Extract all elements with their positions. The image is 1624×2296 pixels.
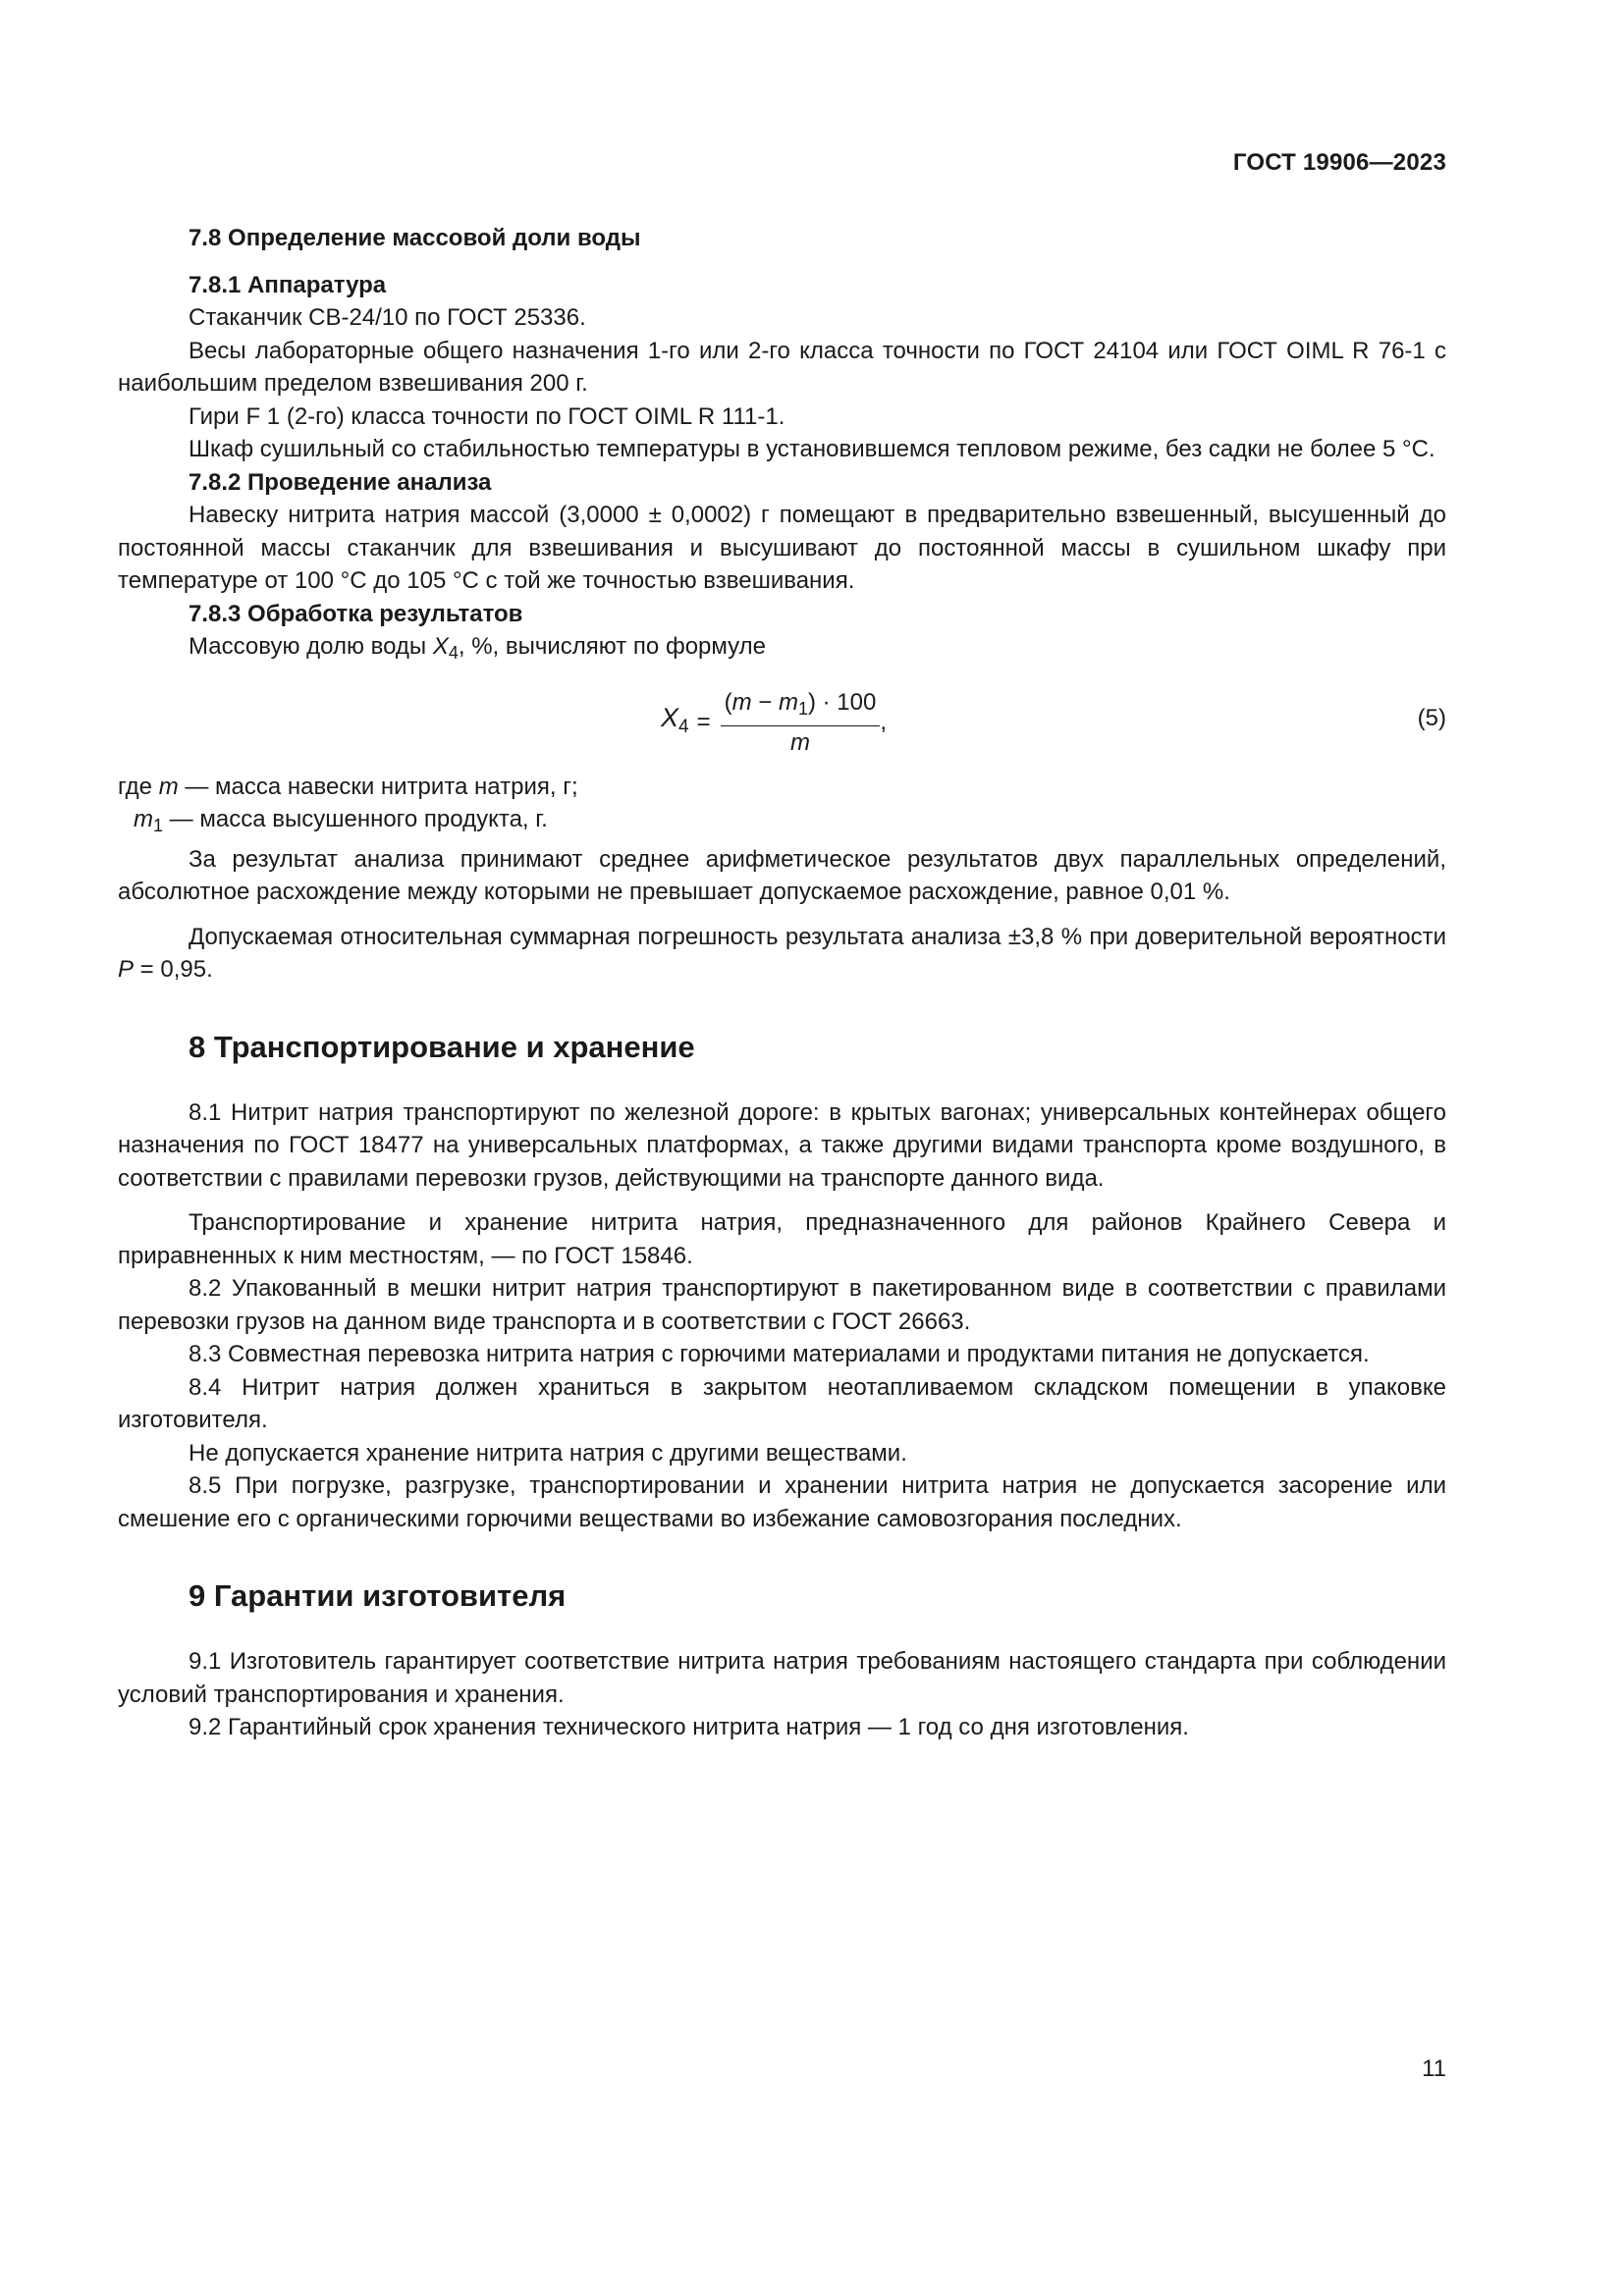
paragraph: 8.4 Нитрит натрия должен храниться в закрытом неотапливаемом складском помещении в упаковке изготовителя. xyxy=(118,1373,1446,1433)
paragraph: 9.2 Гарантийный срок хранения технического нитрита натрия — 1 год со дня изготовления. xyxy=(189,1714,1189,1740)
paragraph: 8.1 Нитрит натрия транспортируют по железной дороге: в крытых вагонах; универсальных контейнерах общего назначения по ГОСТ 18477 на универсальных платформах, а также другими видами транспорта кроме воздушного, в соответствии с правилами перевозки грузов, действующими на транспорте данного вида. xyxy=(118,1098,1446,1192)
paragraph: 8.5 При погрузке, разгрузке, транспортировании и хранении нитрита натрия не допускается засорение или смешение его с органическими горючими веществами во избежание самовозгорания последних. xyxy=(118,1472,1446,1532)
numerator xyxy=(721,688,881,726)
formula-comma: , xyxy=(880,709,888,736)
variable: m xyxy=(778,688,798,716)
denominator: m xyxy=(789,728,810,756)
paragraph: 8.3 Совместная перевозка нитрита натрия с горючими материалами и продуктами питания не допускается. xyxy=(189,1341,1370,1367)
formula-5 xyxy=(118,684,1446,761)
minus-sign: − xyxy=(751,688,779,716)
text-fragment: — масса высушенного продукта, г. xyxy=(163,806,548,832)
page-number: 11 xyxy=(1422,2056,1446,2082)
formula-expression xyxy=(661,688,887,758)
formula-lhs xyxy=(661,702,689,744)
text-fragment: ) · 100 xyxy=(807,688,877,716)
paragraph: Транспортирование и хранение нитрита натрия, предназначенного для районов Крайнего Севера и приравненных к ним местностям, — по ГОСТ 15846. xyxy=(118,1209,1446,1269)
subscript: 1 xyxy=(797,698,808,719)
variable: Р xyxy=(118,956,135,983)
variable: m xyxy=(731,688,752,716)
paragraph xyxy=(118,921,1446,987)
paragraph: Весы лабораторные общего назначения 1-го или 2-го класса точности по ГОСТ 24104 или ГОСТ OIML R 76-1 с наибольшим пределом взвешивания 200 г. xyxy=(118,337,1446,397)
text-fragment: — масса навески нитрита натрия, г; xyxy=(178,773,578,800)
paragraph: Не допускается хранение нитрита натрия с другими веществами. xyxy=(189,1439,907,1467)
paragraph: Навеску нитрита натрия массой (3,0000 ± 0,0002) г помещают в предварительно взвешенный, высушенный до постоянной массы стаканчик для взвешивания и высушивают до постоянной массы в сушильном шкафу при температуре от 100 °С до 105 °С с той же точностью взвешивания. xyxy=(118,502,1446,594)
paragraph: 9.1 Изготовитель гарантирует соответствие нитрита натрия требованиям настоящего стандарта при соблюдении условий транспортирования и хранения. xyxy=(118,1648,1446,1708)
section-7-8-title: 7.8 Определение массовой доли воды xyxy=(189,225,641,251)
paragraph: Гири F 1 (2-го) класса точности по ГОСТ OIML R 111-1. xyxy=(189,402,785,430)
legend-m1 xyxy=(118,803,1446,843)
subscript: 4 xyxy=(678,716,689,737)
text-fragment: = 0,95. xyxy=(134,956,213,983)
paragraph: Шкаф сушильный со стабильностью температуры в установившемся тепловом режиме, без садки не более 5 °С. xyxy=(189,436,1435,462)
variable: X xyxy=(661,702,679,732)
equals-sign: = xyxy=(696,709,711,736)
section-9-title: 9 Гарантии изготовителя xyxy=(189,1578,567,1613)
section-7-8-2-title: 7.8.2 Проведение анализа xyxy=(189,468,492,496)
variable: X xyxy=(432,633,449,660)
variable: m xyxy=(134,806,153,832)
paragraph: За результат анализа принимают среднее арифметическое результатов двух параллельных определений, абсолютное расхождение между которыми не превышает допускаемое расхождение, равное 0,01 %. xyxy=(118,845,1446,905)
document-id: ГОСТ 19906—2023 xyxy=(1232,149,1446,176)
text-fragment: где xyxy=(118,773,159,800)
text-fragment: , %, вычисляют по формуле xyxy=(458,633,766,660)
paragraph: Стаканчик СВ-24/10 по ГОСТ 25336. xyxy=(189,304,586,331)
variable: m xyxy=(158,773,179,800)
subscript: 1 xyxy=(153,816,164,835)
equation-number: (5) xyxy=(1417,704,1446,731)
section-7-8-1-title: 7.8.1 Аппаратура xyxy=(189,271,387,298)
text-fragment: ( xyxy=(724,688,732,716)
text-fragment: Массовую долю воды xyxy=(189,633,433,660)
paragraph: 8.2 Упакованный в мешки нитрит натрия транспортируют в пакетированном виде в соответствии с правилами перевозки грузов на данном виде транспорта и в соответствии с ГОСТ 26663. xyxy=(118,1275,1446,1335)
page-content xyxy=(118,222,1446,1744)
text-fragment: Допускаемая относительная суммарная погрешность результата анализа ±3,8 % при доверительной вероятности xyxy=(189,923,1446,950)
fraction xyxy=(721,688,881,758)
formula-intro xyxy=(118,630,1446,670)
section-8-title: 8 Транспортирование и хранение xyxy=(189,1029,695,1064)
subscript: 4 xyxy=(448,643,459,663)
section-7-8-3-title: 7.8.3 Обработка результатов xyxy=(189,600,523,627)
legend-m xyxy=(118,771,1446,804)
